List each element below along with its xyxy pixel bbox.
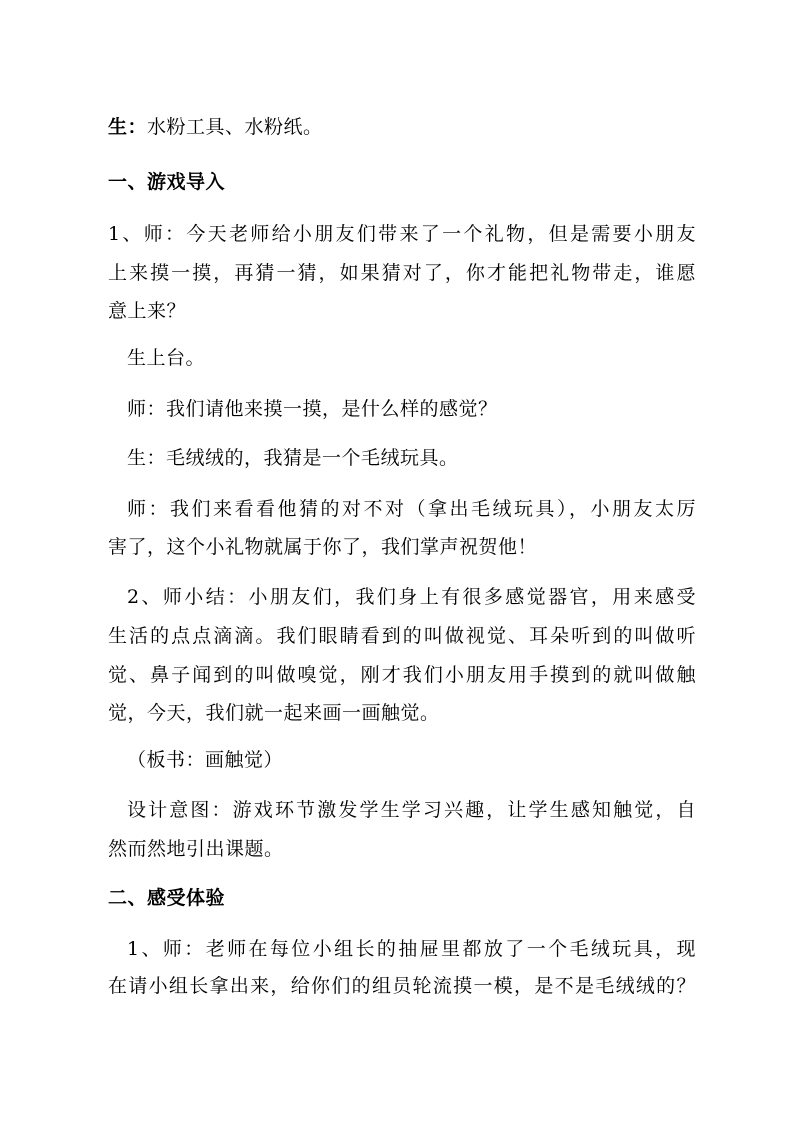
design-intent-line: 设计意图：游戏环节激发学生学习兴趣，让学生感知触觉，自 <box>127 799 696 821</box>
paragraph-line: 1、师：老师在每位小组长的抽屉里都放了一个毛绒玩具，现 <box>127 938 696 960</box>
paragraph-line: 生上台。 <box>127 347 206 369</box>
paragraph-line: 意上来？ <box>108 300 187 322</box>
paragraph-line: 生：毛绒绒的，我猜是一个毛绒玩具。 <box>127 447 459 469</box>
paragraph-line: 然而然地引出课题。 <box>108 838 284 860</box>
paragraph-line: 上来摸一摸，再猜一猜，如果猜对了，你才能把礼物带走，谁愿 <box>108 262 696 284</box>
paragraph-line: 觉、鼻子闻到的叫做嗅觉，刚才我们小朋友用手摸到的就叫做触 <box>108 664 696 686</box>
paragraph-line: 害了，这个小礼物就属于你了，我们掌声祝贺他！ <box>108 536 538 558</box>
materials-text: 水粉工具、水粉纸。 <box>147 116 323 138</box>
paragraph-line: 在请小组长拿出来，给你们的组员轮流摸一模，是不是毛绒绒的？ <box>108 975 696 997</box>
section-heading-experience: 二、感受体验 <box>108 887 226 909</box>
paragraph-line: 师：我们来看看他猜的对不对（拿出毛绒玩具），小朋友太厉 <box>127 498 696 520</box>
materials-line <box>108 115 696 139</box>
paragraph-line: 2、师小结：小朋友们，我们身上有很多感觉器官，用来感受 <box>127 586 696 608</box>
student-label: 生： <box>108 116 148 138</box>
paragraph-line: 生活的点点滴滴。我们眼睛看到的叫做视觉、耳朵听到的叫做听 <box>108 625 696 647</box>
paragraph-line: 1、师：今天老师给小朋友们带来了一个礼物，但是需要小朋友 <box>108 223 696 245</box>
section-heading-game-intro: 一、游戏导入 <box>108 171 226 193</box>
paragraph-line: 师：我们请他来摸一摸，是什么样的感觉？ <box>127 398 498 420</box>
paragraph-line: 觉，今天，我们就一起来画一画触觉。 <box>108 702 440 724</box>
board-note-line: （板书：画触觉） <box>127 749 284 771</box>
